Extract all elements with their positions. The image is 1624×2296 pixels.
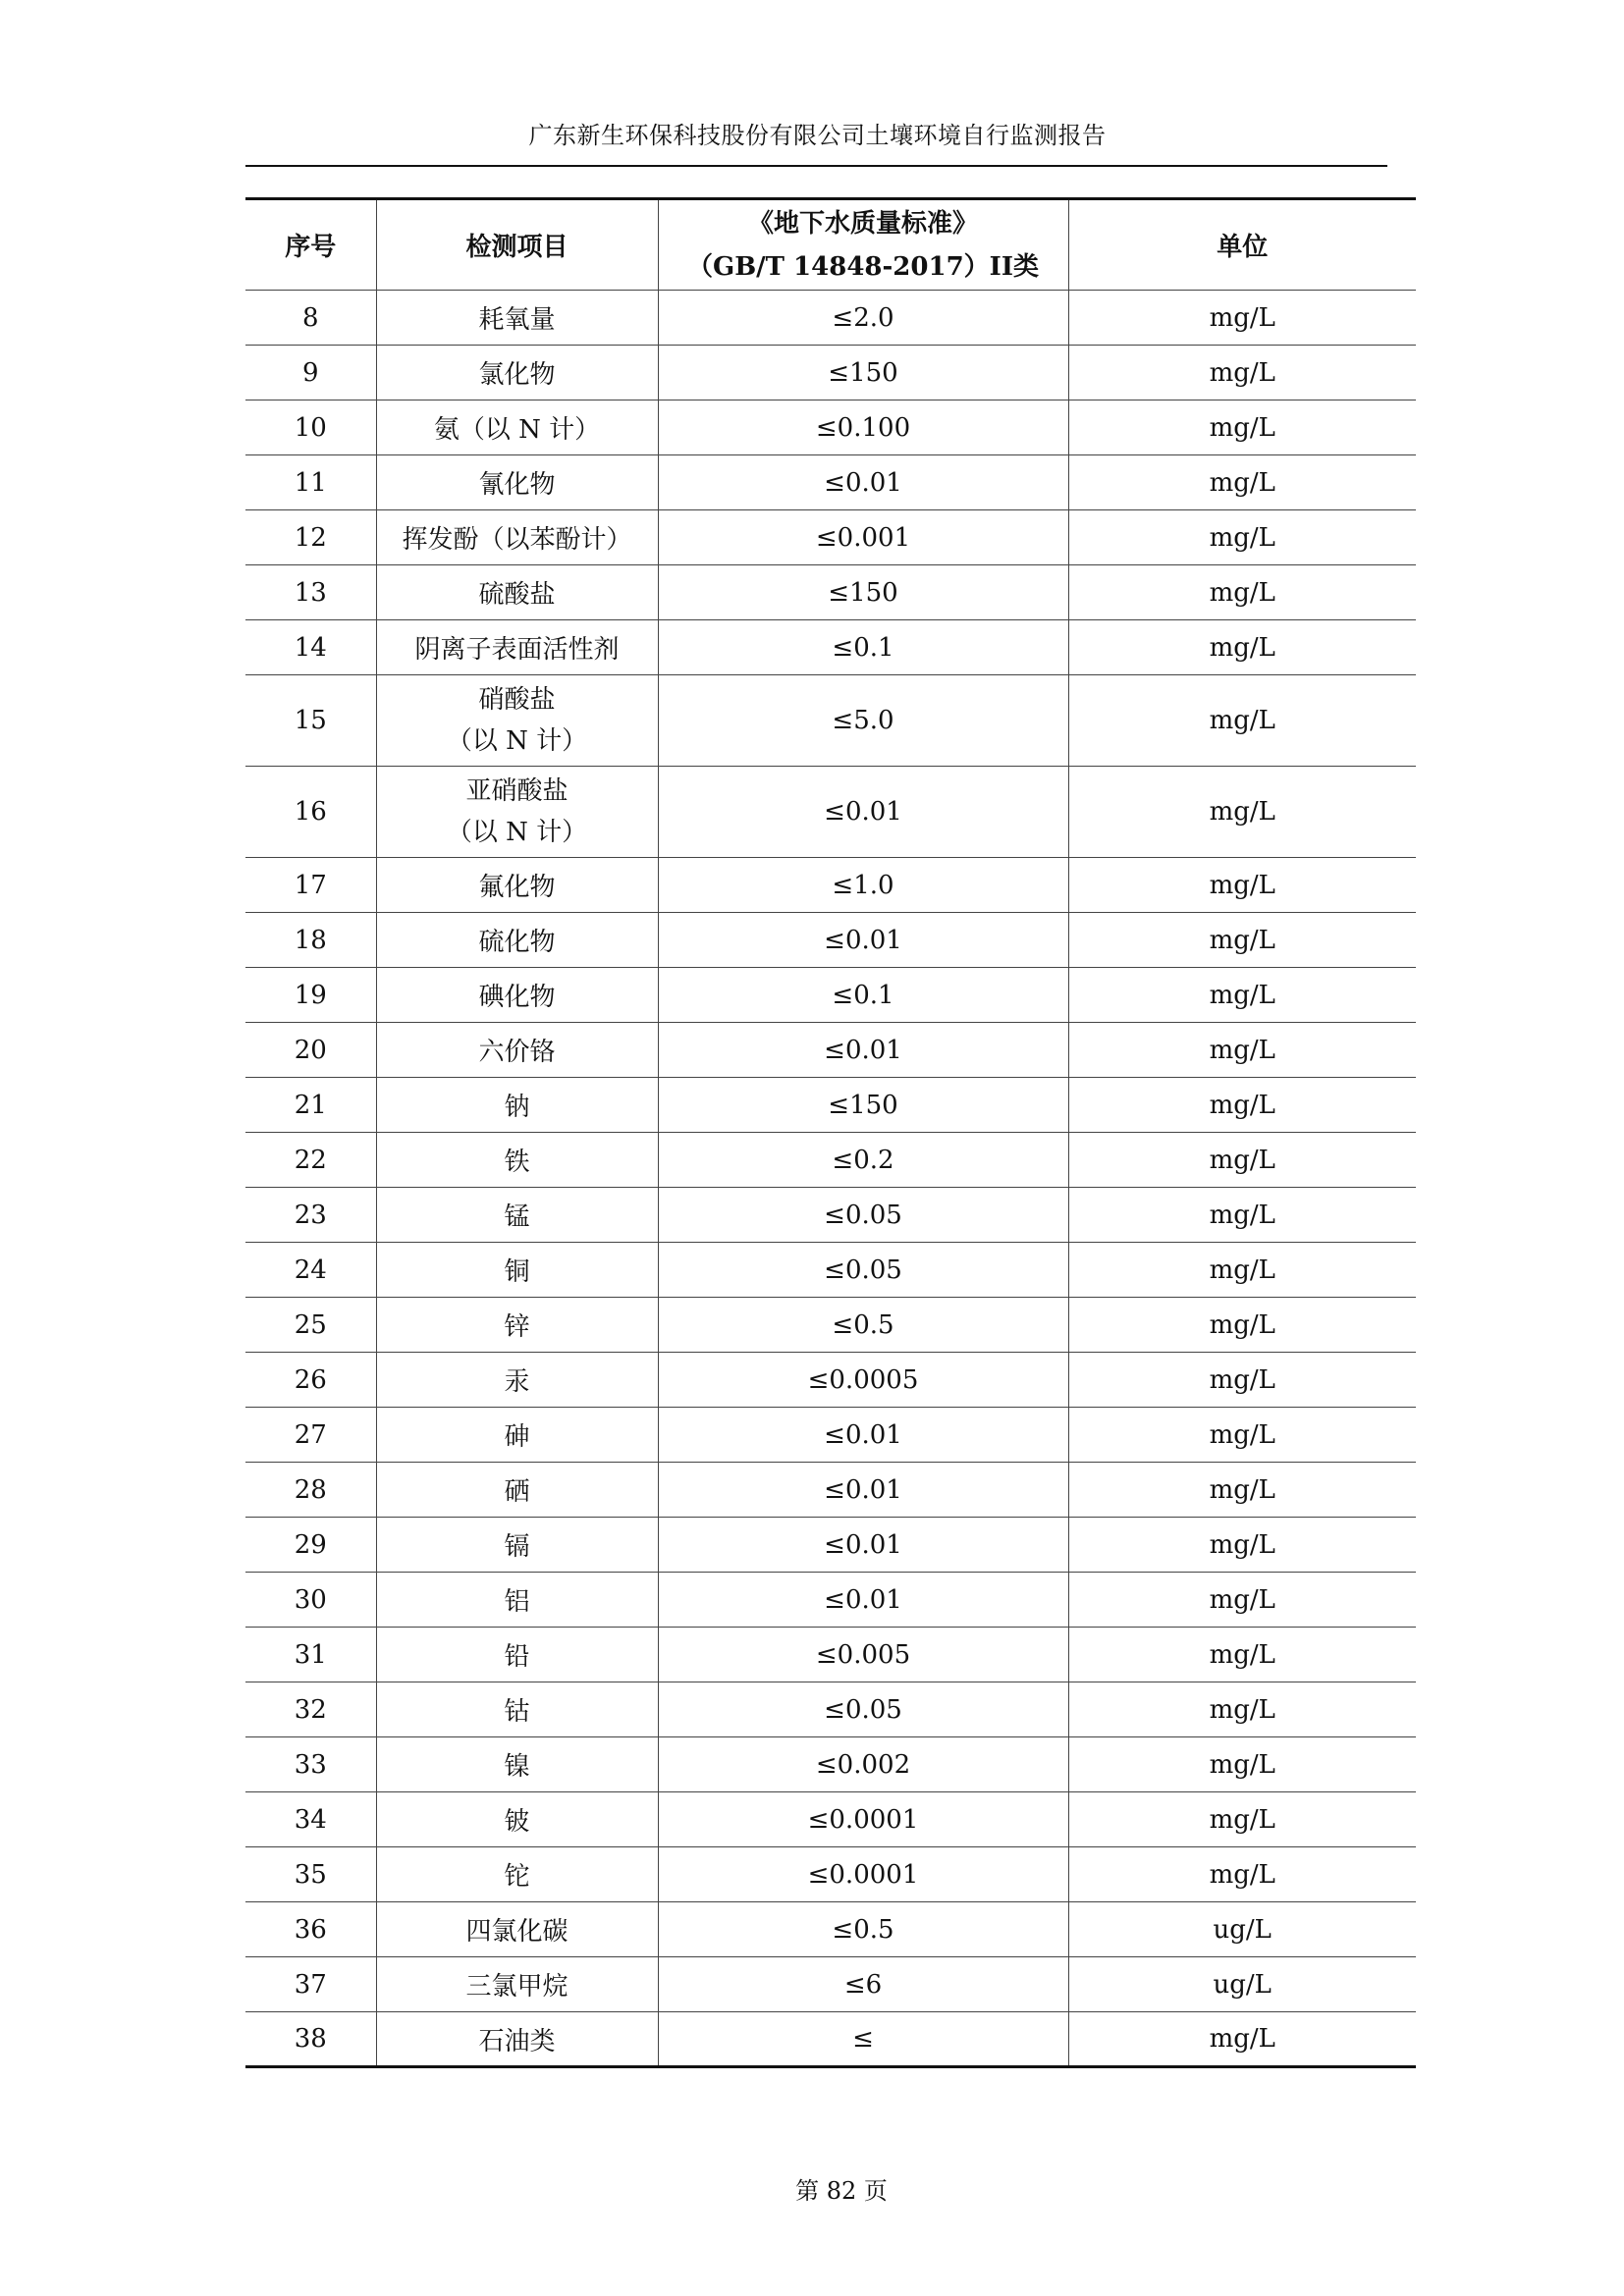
cell-limit: ≤5.0 [658,675,1068,767]
cell-index: 27 [245,1408,376,1463]
item-text: 四氯化碳 [465,1917,568,1947]
cell-index: 17 [245,858,376,913]
cell-unit: mg/L [1068,620,1416,675]
cell-index: 12 [245,510,376,565]
cell-unit: ug/L [1068,1957,1416,2012]
column-header-item: 检测项目 [376,199,658,291]
cell-item [376,1133,658,1188]
cell-item [376,1408,658,1463]
cell-limit: ≤0.01 [658,1463,1068,1518]
table-row [245,620,1416,675]
table-row [245,1078,1416,1133]
item-text: 铜 [504,1257,530,1287]
table-row [245,1957,1416,2012]
item-text: 钴 [504,1697,530,1727]
cell-unit: mg/L [1068,1243,1416,1298]
cell-index: 33 [245,1737,376,1792]
cell-limit: ≤0.0001 [658,1792,1068,1847]
cell-limit: ≤0.5 [658,1298,1068,1353]
cell-index: 22 [245,1133,376,1188]
cell-item [376,1847,658,1902]
table-row [245,1628,1416,1682]
cell-item [376,1957,658,2012]
cell-unit: mg/L [1068,1463,1416,1518]
cell-item [376,1243,658,1298]
table-row [245,1847,1416,1902]
cell-item [376,291,658,346]
item-text: 镍 [504,1752,530,1782]
table-row [245,1518,1416,1573]
cell-unit: mg/L [1068,1847,1416,1902]
table-row [245,510,1416,565]
item-text: 六价铬 [478,1038,556,1067]
cell-item [376,1463,658,1518]
cell-item [376,675,658,767]
cell-unit: mg/L [1068,1023,1416,1078]
cell-limit: ≤0.1 [658,968,1068,1023]
cell-unit: mg/L [1068,1408,1416,1463]
item-text: 硝酸盐 [478,685,556,715]
cell-limit: ≤0.002 [658,1737,1068,1792]
cell-index: 16 [245,767,376,858]
cell-index: 36 [245,1902,376,1957]
cell-index: 29 [245,1518,376,1573]
table-row [245,1188,1416,1243]
table-row [245,1243,1416,1298]
item-text: 硫酸盐 [478,580,556,610]
cell-item [376,913,658,968]
item-text: 铍 [504,1807,530,1837]
table-row [245,291,1416,346]
cell-unit: mg/L [1068,1682,1416,1737]
cell-unit: mg/L [1209,2024,1275,2054]
cell-unit: mg/L [1068,400,1416,455]
table-row [245,565,1416,620]
standards-table [245,197,1416,2068]
item-text: 铊 [504,1862,530,1892]
item-text: 三氯甲烷 [465,1972,568,2002]
cell-index: 37 [245,1957,376,2012]
cell-limit: ≤0.05 [658,1682,1068,1737]
item-text: 锰 [504,1202,530,1232]
table-row [245,913,1416,968]
cell-index: 14 [245,620,376,675]
cell-unit: mg/L [1068,968,1416,1023]
cell-item [376,1078,658,1133]
cell-unit: mg/L [1068,913,1416,968]
cell-index: 24 [245,1243,376,1298]
cell-index: 25 [245,1298,376,1353]
item-text: 碘化物 [478,983,556,1012]
cell-unit: mg/L [1068,858,1416,913]
page-number: 第 82 页 [795,2177,888,2205]
cell-item [376,2012,658,2067]
cell-limit: ≤0.5 [658,1902,1068,1957]
cell-unit: mg/L [1068,565,1416,620]
cell-limit: ≤2.0 [658,291,1068,346]
item-text: 挥发酚（以苯酚计） [402,525,632,555]
cell-item [376,510,658,565]
cell-unit: mg/L [1068,675,1416,767]
page-header: 广东新生环保科技股份有限公司土壤环境自行监测报告 [528,122,1107,149]
item-text: 锌 [504,1312,530,1342]
cell-limit: ≤0.01 [658,455,1068,510]
cell-index: 23 [245,1188,376,1243]
item-text: 汞 [504,1367,530,1397]
cell-unit: mg/L [1068,1188,1416,1243]
item-text: 砷 [504,1422,530,1452]
item-text: 钠 [504,1093,530,1122]
cell-unit: mg/L [1068,510,1416,565]
item-text: 镉 [504,1532,530,1562]
item-text: 氨（以 N 计） [433,415,601,445]
column-header-standard [658,199,1068,291]
item-text: 硫化物 [478,928,556,957]
table-row [245,1792,1416,1847]
item-text: 铝 [504,1587,530,1617]
cell-index: 19 [245,968,376,1023]
table-row [245,1133,1416,1188]
cell-index: 30 [245,1573,376,1628]
cell-index: 13 [245,565,376,620]
cell-limit: ≤150 [658,565,1068,620]
cell-unit: mg/L [1068,346,1416,400]
cell-unit: mg/L [1068,1792,1416,1847]
cell-limit: ≤0.100 [658,400,1068,455]
table-row [245,2012,1416,2067]
cell-index: 18 [245,913,376,968]
cell-unit: mg/L [1068,1133,1416,1188]
cell-limit: ≤0.01 [658,913,1068,968]
table-header-row [245,199,1416,291]
cell-unit: mg/L [1068,291,1416,346]
table-row [245,400,1416,455]
cell-limit: ≤6 [658,1957,1068,2012]
cell-item [376,1682,658,1737]
cell-unit: mg/L [1068,455,1416,510]
cell-item [376,968,658,1023]
cell-item [376,346,658,400]
column-header-unit: 单位 [1068,199,1416,291]
cell-limit: ≤0.01 [658,1573,1068,1628]
cell-limit: ≤0.1 [658,620,1068,675]
item-text: 石油类 [478,2026,556,2056]
item-text: 铅 [504,1642,530,1672]
column-header-index: 序号 [245,199,376,291]
cell-limit: ≤0.005 [658,1628,1068,1682]
cell-unit: mg/L [1068,767,1416,858]
item-text: 阴离子表面活性剂 [414,635,620,665]
table-row [245,1682,1416,1737]
item-text: （以 N 计） [446,726,588,756]
table-row [245,1463,1416,1518]
cell-index: 28 [245,1463,376,1518]
cell-unit: mg/L [1068,1298,1416,1353]
item-text: 耗氧量 [478,305,556,335]
cell-item [376,858,658,913]
cell-limit: ≤0.01 [658,767,1068,858]
cell-index: 38 [245,2012,376,2067]
table-row [245,1408,1416,1463]
cell-unit: mg/L [1068,1573,1416,1628]
cell-item [376,620,658,675]
cell-item [376,1353,658,1408]
cell-item [376,1023,658,1078]
cell-limit: ≤0.2 [658,1133,1068,1188]
standard-name: 《地下水质量标准》 [747,208,978,239]
table-row [245,675,1416,767]
cell-limit: ≤0.05 [658,1243,1068,1298]
table-row [245,1737,1416,1792]
cell-unit: mg/L [1068,1353,1416,1408]
table-row [245,1902,1416,1957]
cell-limit: ≤150 [658,1078,1068,1133]
cell-limit: ≤ [658,2012,1068,2067]
cell-unit: mg/L [1068,1518,1416,1573]
cell-item [376,565,658,620]
cell-index: 21 [245,1078,376,1133]
cell-item [376,400,658,455]
cell-index: 9 [245,346,376,400]
cell-index: 15 [245,675,376,767]
cell-item [376,1737,658,1792]
table-row [245,346,1416,400]
cell-index: 8 [245,291,376,346]
cell-item [376,455,658,510]
cell-index: 34 [245,1792,376,1847]
cell-item [376,767,658,858]
cell-index: 35 [245,1847,376,1902]
cell-index: 11 [245,455,376,510]
item-text: 氯化物 [478,360,556,390]
table-row [245,1298,1416,1353]
cell-limit: ≤0.01 [658,1408,1068,1463]
cell-limit: ≤1.0 [658,858,1068,913]
cell-index: 10 [245,400,376,455]
standard-code: （GB/T 14848-2017）II类 [686,251,1039,282]
cell-item [376,1188,658,1243]
cell-limit: ≤0.001 [658,510,1068,565]
cell-unit: mg/L [1068,1078,1416,1133]
item-text: 氰化物 [478,470,556,500]
cell-index: 20 [245,1023,376,1078]
cell-item [376,1518,658,1573]
cell-index: 31 [245,1628,376,1682]
table-row [245,1353,1416,1408]
item-text: 氟化物 [478,873,556,902]
cell-item [376,1628,658,1682]
cell-limit: ≤0.05 [658,1188,1068,1243]
table-row [245,455,1416,510]
cell-item [376,1792,658,1847]
cell-item [376,1902,658,1957]
table-row [245,858,1416,913]
item-text: 亚硝酸盐 [465,776,568,806]
table-row [245,767,1416,858]
cell-limit: ≤150 [658,346,1068,400]
cell-limit: ≤0.0005 [658,1353,1068,1408]
cell-unit: mg/L [1068,1628,1416,1682]
item-text: （以 N 计） [446,818,588,847]
cell-limit: ≤0.0001 [658,1847,1068,1902]
header-rule [245,165,1387,167]
cell-unit: ug/L [1068,1902,1416,1957]
cell-index: 32 [245,1682,376,1737]
table-row [245,1573,1416,1628]
cell-limit: ≤0.01 [658,1518,1068,1573]
table-body [245,291,1416,2067]
item-text: 硒 [504,1477,530,1507]
cell-item [376,1298,658,1353]
table-row [245,968,1416,1023]
item-text: 铁 [504,1148,530,1177]
table-row [245,1023,1416,1078]
cell-limit: ≤0.01 [658,1023,1068,1078]
cell-item [376,1573,658,1628]
cell-unit: mg/L [1068,1737,1416,1792]
cell-index: 26 [245,1353,376,1408]
